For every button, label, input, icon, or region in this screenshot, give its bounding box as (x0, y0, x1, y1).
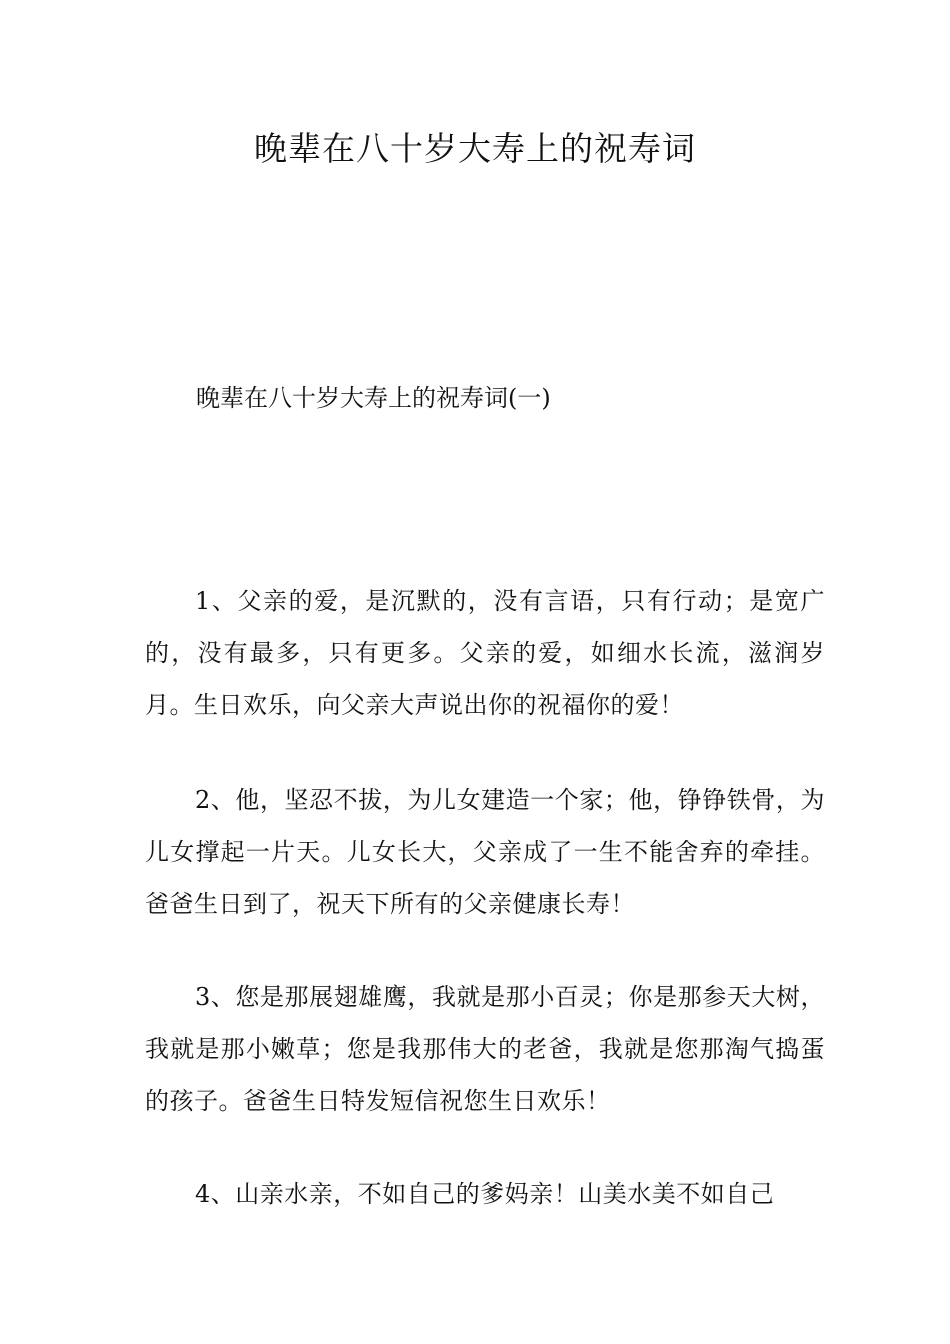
document-title: 晚辈在八十岁大寿上的祝寿词 (254, 129, 696, 168)
paragraph-1: 1、父亲的爱，是沉默的，没有言语，只有行动；是宽广的，没有最多，只有更多。父亲的爱，如细水长流，滋润岁月。生日欢乐，向父亲大声说出你的祝福你的爱！ (145, 587, 825, 719)
paragraph-2: 2、他，坚忍不拔，为儿女建造一个家；他，铮铮铁骨，为儿女撑起一片天。儿女长大，父亲成了一生不能舍弃的牵挂。爸爸生日到了，祝天下所有的父亲健康长寿！ (145, 786, 825, 918)
paragraph-4: 4、山亲水亲，不如自己的爹妈亲！山美水美不如自己 (195, 1180, 775, 1208)
paragraph-3: 3、您是那展翅雄鹰，我就是那小百灵；你是那参天大树，我就是那小嫩草；您是我那伟大的老爸，我就是您那淘气捣蛋的孩子。爸爸生日特发短信祝您生日欢乐！ (145, 983, 825, 1115)
section-heading: 晚辈在八十岁大寿上的祝寿词(一) (196, 384, 551, 412)
